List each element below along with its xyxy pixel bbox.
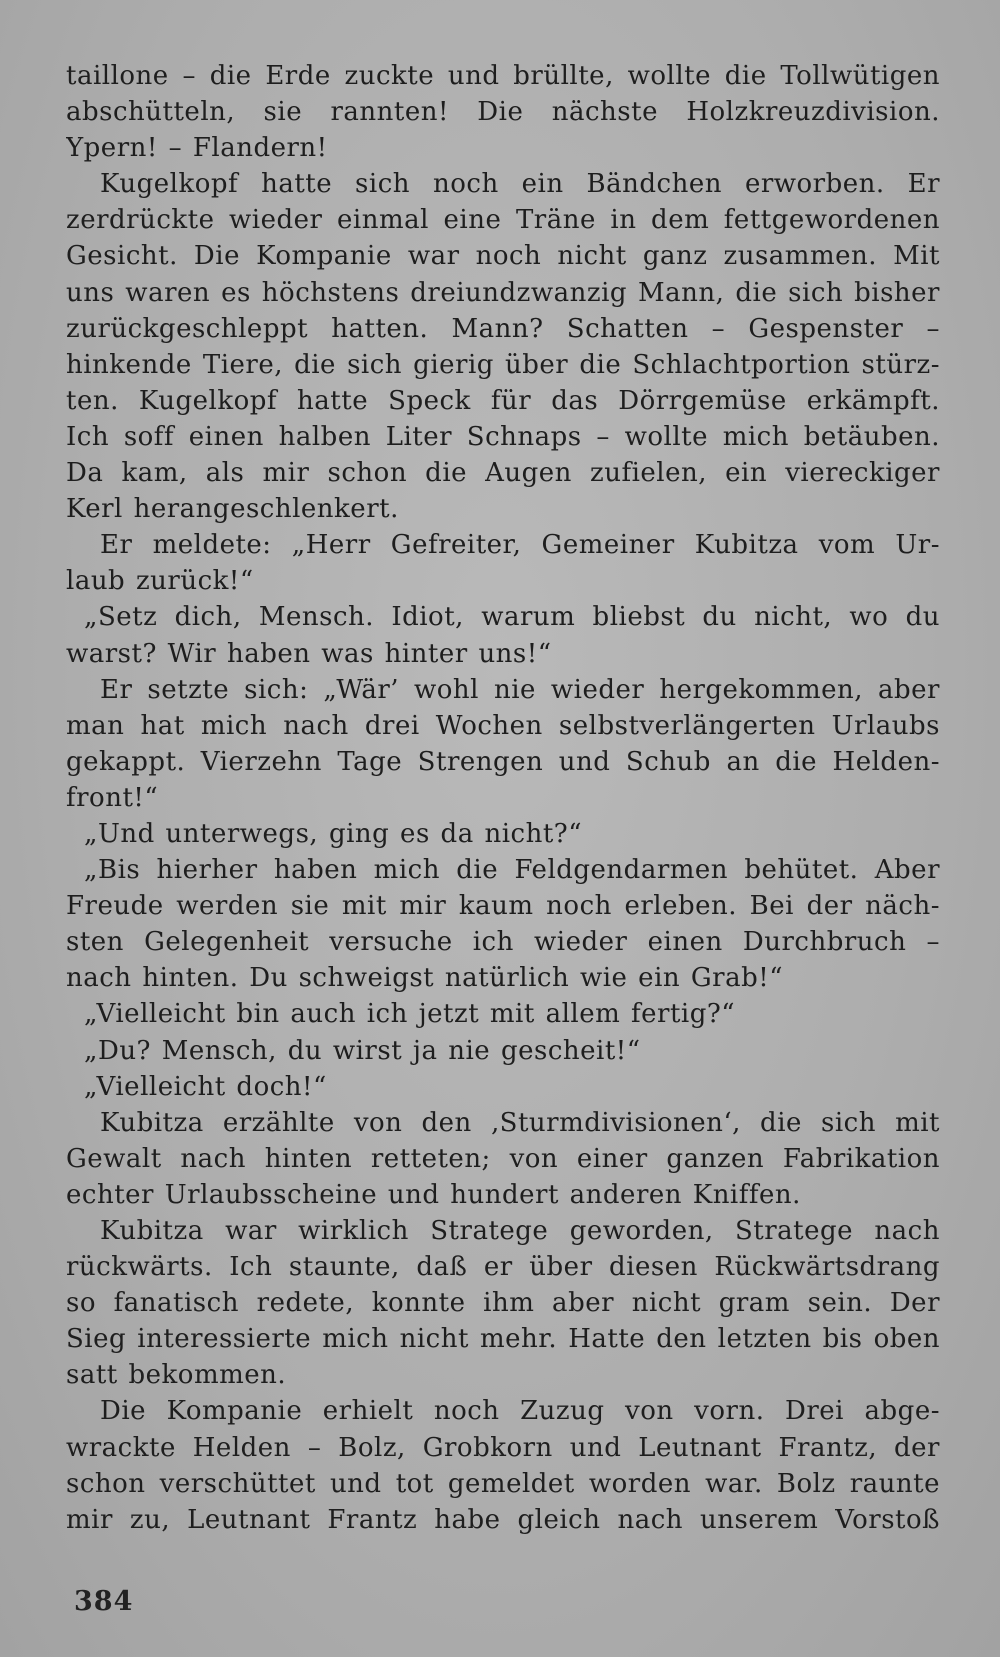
text-line: gekappt. Vierzehn Tage Strengen und Schub an die Helden- — [66, 746, 940, 777]
text-line: schon verschüttet und tot gemeldet worden war. Bolz raunte — [66, 1468, 940, 1499]
text-line: „Und unterwegs, ging es da nicht?“ — [84, 818, 583, 849]
text-line: Ich soff einen halben Liter Schnaps – wollte mich betäuben. — [66, 421, 940, 452]
text-line: front!“ — [66, 782, 159, 813]
text-line: Er meldete: „Herr Gefreiter, Gemeiner Kubitza vom Ur- — [100, 530, 940, 561]
text-line: so fanatisch redete, konnte ihm aber nicht gram sein. Der — [66, 1288, 940, 1319]
text-line: laub zurück!“ — [66, 566, 254, 597]
body-text — [66, 58, 940, 1538]
text-line: sten Gelegenheit versuche ich wieder einen Durchbruch – — [66, 927, 940, 958]
text-line: ten. Kugelkopf hatte Speck für das Dörrgemüse erkämpft. — [66, 385, 940, 416]
text-line: zerdrückte wieder einmal eine Träne in dem fettgewordenen — [66, 205, 940, 236]
text-line: abschütteln, sie rannten! Die nächste Holzkreuzdivision. — [66, 97, 940, 128]
text-line: Da kam, als mir schon die Augen zufielen, ein viereckiger — [66, 458, 940, 489]
text-line: zurückgeschleppt hatten. Mann? Schatten – Gespenster – — [66, 313, 940, 344]
text-line: taillone – die Erde zuckte und brüllte, wollte die Tollwütigen — [66, 61, 940, 91]
text-line: „Vielleicht doch!“ — [84, 1071, 327, 1102]
text-line: uns waren es höchstens dreiundzwanzig Mann, die sich bisher — [66, 277, 940, 308]
text-line: Kubitza war wirklich Stratege geworden, Stratege nach — [100, 1216, 940, 1246]
page-number: 384 — [74, 1586, 134, 1617]
text-line: mir zu, Leutnant Frantz habe gleich nach unserem Vorstoß — [66, 1504, 940, 1535]
text-line: Er setzte sich: „Wär’ wohl nie wieder hergekommen, aber — [100, 674, 940, 705]
text-line: echter Urlaubsscheine und hundert anderen Kniffen. — [66, 1179, 801, 1210]
text-line: Kerl herangeschlenkert. — [66, 494, 399, 525]
text-line: Gesicht. Die Kompanie war noch nicht ganz zusammen. Mit — [66, 241, 940, 272]
text-line: nach hinten. Du schweigst natürlich wie ein Grab!“ — [66, 963, 783, 994]
text-line: wrackte Helden – Bolz, Grobkorn und Leutnant Frantz, der — [66, 1432, 940, 1463]
text-line: satt bekommen. — [66, 1360, 287, 1391]
text-line: „Vielleicht bin auch ich jetzt mit allem fertig?“ — [84, 999, 736, 1030]
text-line: „Du? Mensch, du wirst ja nie gescheit!“ — [84, 1035, 641, 1066]
text-line: warst? Wir haben was hinter uns!“ — [66, 638, 552, 669]
text-line: „Bis hierher haben mich die Feldgendarmen behütet. Aber — [84, 855, 940, 886]
text-line: Die Kompanie erhielt noch Zuzug von vorn. Drei abge- — [100, 1396, 940, 1427]
text-line: Ypern! – Flandern! — [66, 133, 328, 164]
text-line: „Setz dich, Mensch. Idiot, warum bliebst du nicht, wo du — [84, 602, 940, 633]
text-line: Sieg interessierte mich nicht mehr. Hatte den letzten bis oben — [66, 1324, 940, 1355]
text-line: Kugelkopf hatte sich noch ein Bändchen erworben. Er — [100, 169, 940, 200]
text-line: Kubitza erzählte von den ‚Sturmdivisionen‘, die sich mit — [100, 1107, 940, 1138]
text-line: rückwärts. Ich staunte, daß er über diesen Rückwärtsdrang — [66, 1252, 940, 1283]
text-line: Freude werden sie mit mir kaum noch erleben. Bei der näch- — [66, 891, 940, 922]
text-line: man hat mich nach drei Wochen selbstverlängerten Urlaubs — [66, 710, 940, 741]
text-line: hinkende Tiere, die sich gierig über die Schlachtportion stürz- — [66, 349, 940, 380]
text-line: Gewalt nach hinten retteten; von einer ganzen Fabrikation — [66, 1143, 940, 1174]
